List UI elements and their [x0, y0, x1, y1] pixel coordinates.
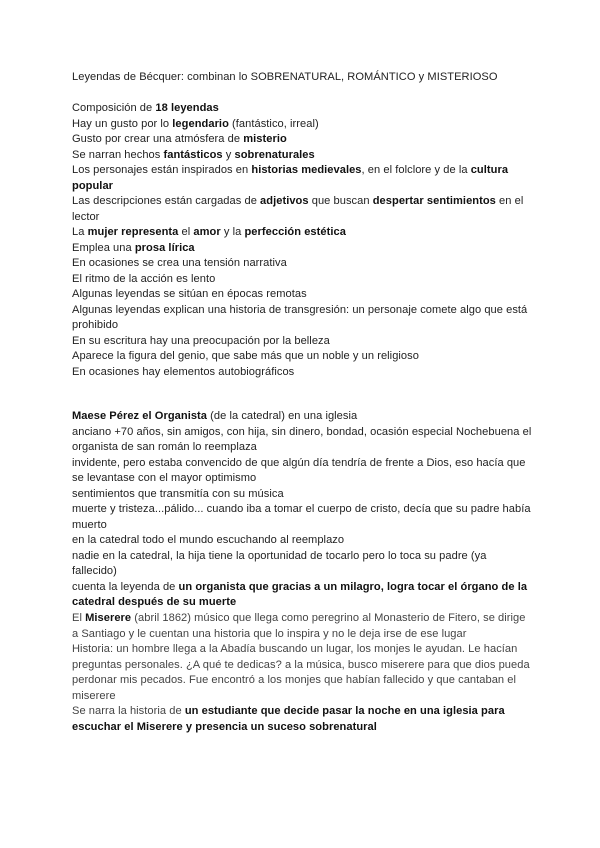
bold-text: fantásticos — [163, 148, 223, 161]
bold-text: sobrenaturales — [234, 148, 315, 161]
text-line — [72, 241, 532, 257]
text-run: Algunas leyendas se sitúan en épocas remotas — [72, 288, 307, 300]
text-line — [72, 487, 532, 503]
text-run: Se narra la historia de — [72, 705, 185, 717]
text-run: En su escritura hay una preocupación por la belleza — [72, 334, 330, 347]
intro-characteristics — [72, 101, 532, 380]
text-line — [72, 580, 532, 611]
bold-text: Miserere — [85, 612, 132, 624]
bold-text: misterio — [243, 133, 287, 145]
text-run: (abril 1862) músico que llega como peregrino al Monasterio de Fitero, se dirige a Santiago y le cuentan una historia que lo inspira y no le deja irse de ese lugar — [72, 612, 526, 640]
text-line — [72, 303, 532, 334]
text-run: Las descripciones están cargadas de — [72, 195, 261, 207]
text-line — [72, 194, 532, 225]
text-run: en la catedral todo el mundo escuchando al reemplazo — [72, 534, 345, 546]
text-run: Emplea una — [72, 241, 135, 254]
text-line — [72, 256, 532, 272]
text-run: El ritmo de la acción es lento — [72, 272, 216, 285]
maese-perez-section — [72, 409, 532, 611]
text-run: En ocasiones hay elementos autobiográficos — [72, 365, 295, 378]
bold-text: prosa lírica — [134, 241, 195, 254]
text-line — [72, 225, 532, 241]
text-run: (fantástico, irreal) — [228, 117, 319, 130]
text-line — [72, 425, 532, 456]
text-run: el — [178, 226, 194, 238]
intro-title: Leyendas de Bécquer: combinan lo SOBRENATURAL, ROMÁNTICO y MISTERIOSO — [72, 71, 498, 83]
bold-text: Maese Pérez el Organista — [72, 410, 208, 422]
text-run: muerte y tristeza...pálido... cuando iba a tomar el cuerpo de cristo, decía que su padre había muerto — [72, 503, 531, 531]
text-line — [72, 287, 532, 303]
bold-text: historias medievales — [251, 164, 362, 176]
text-run: Composición de — [72, 102, 156, 114]
bold-text: 18 leyendas — [155, 102, 219, 114]
text-line — [72, 163, 532, 194]
bold-text: adjetivos — [260, 195, 309, 207]
text-run: invidente, pero estaba convencido de que algún día tendría de frente a Dios, eso hacía que se levantase con el mayor optimismo — [72, 456, 526, 484]
text-run: En ocasiones se crea una tensión narrativa — [72, 257, 287, 269]
text-run: Gusto por crear una atmósfera de — [72, 133, 244, 145]
text-run: , en el folclore y de la — [361, 164, 471, 176]
text-line — [72, 365, 532, 381]
text-line — [72, 549, 532, 580]
text-run: Hay un gusto por lo — [72, 117, 173, 130]
text-run: que buscan — [308, 195, 373, 207]
text-line — [72, 101, 532, 117]
text-run: en el lector — [72, 195, 524, 223]
text-run: cuenta la leyenda de — [72, 580, 179, 593]
text-line — [72, 533, 532, 549]
text-run: Los personajes están inspirados en — [72, 164, 252, 176]
bold-text: cultura popular — [72, 164, 509, 192]
text-line — [72, 502, 532, 533]
text-line — [72, 132, 532, 148]
text-line — [72, 148, 532, 164]
text-run: sentimientos que transmitía con su música — [72, 487, 284, 500]
text-line — [72, 334, 532, 350]
text-run: El — [72, 612, 86, 624]
text-run: y la — [220, 226, 245, 238]
text-run: (de la catedral) en una iglesia — [207, 410, 358, 422]
text-run: Aparece la figura del genio, que sabe más que un noble y un religioso — [72, 350, 419, 362]
text-run: Algunas leyendas explican una historia de transgresión: un personaje comete algo que está prohibido — [72, 303, 528, 331]
bold-text: amor — [193, 226, 221, 238]
text-run: y — [222, 148, 235, 161]
text-line — [72, 409, 532, 425]
text-line — [72, 611, 532, 642]
text-line — [72, 117, 532, 133]
bold-text: un organista que gracias a un milagro, logra tocar el órgano de la catedral después de su muerte — [72, 580, 528, 608]
text-line — [72, 272, 532, 288]
text-run: Se narran hechos — [72, 148, 164, 161]
text-run: La — [72, 226, 88, 238]
bold-text: mujer representa — [87, 226, 179, 238]
miserere-section — [72, 611, 532, 735]
bold-text: un estudiante que decide pasar la noche en una iglesia para escuchar el Miserere y presencia un suceso sobrenatural — [72, 705, 505, 733]
text-run: anciano +70 años, sin amigos, con hija, sin dinero, bondad, ocasión especial Nochebuena el organista de san román lo reemplaza — [72, 425, 532, 453]
bold-text: despertar sentimientos — [372, 195, 496, 207]
bold-text: legendario — [172, 117, 229, 130]
text-line — [72, 642, 532, 704]
text-line — [72, 704, 532, 735]
text-line — [72, 456, 532, 487]
text-line — [72, 349, 532, 365]
text-run: nadie en la catedral, la hija tiene la oportunidad de tocarlo pero lo toca su padre (ya fallecido) — [72, 549, 487, 577]
bold-text: perfección estética — [244, 226, 346, 238]
text-run: Historia: un hombre llega a la Abadía buscando un lugar, los monjes le ayudan. Le hacían preguntas personales. ¿A qué te dedicas? a la música, busco miserere para que dios pueda perdonar mis pecados. Fue encontró a los monjes que habían fallecido y que cantaban el miserere — [72, 643, 530, 702]
